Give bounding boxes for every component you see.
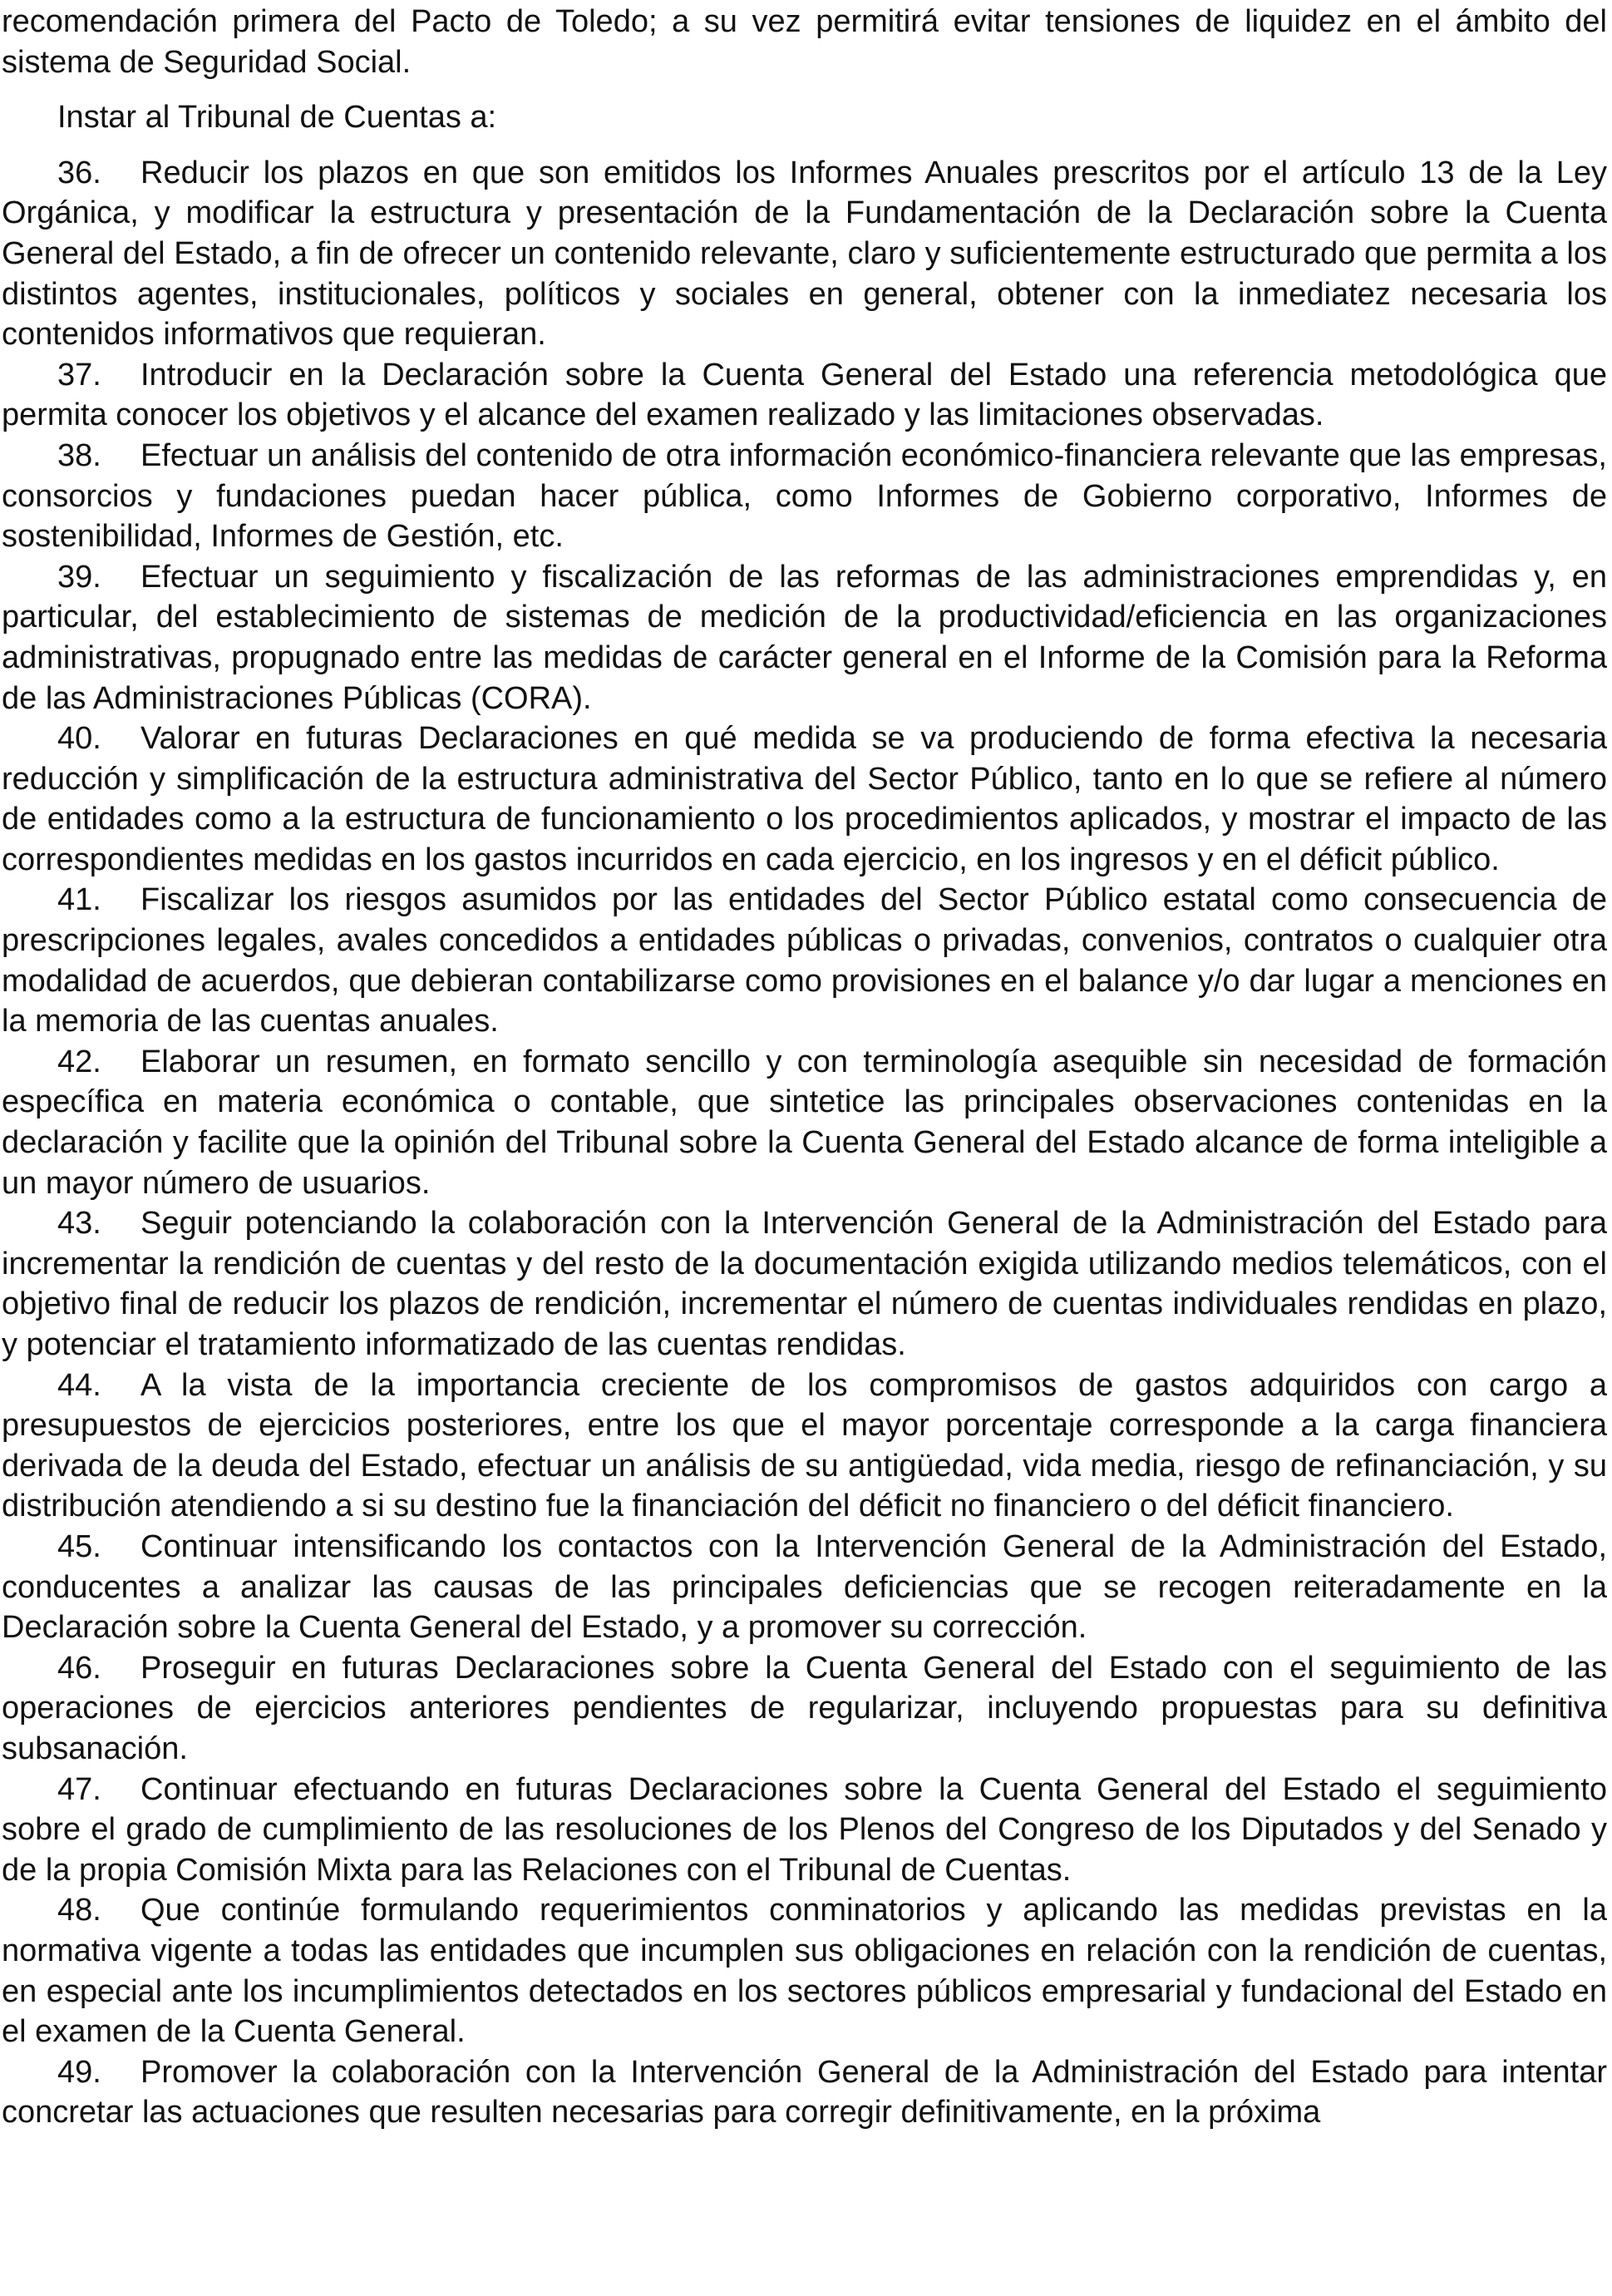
recommendation-item [2, 153, 1607, 355]
item-text: Proseguir en futuras Declaraciones sobre la Cuenta General del Estado con el seguimiento de las operaciones de ejercicios anteriores pendientes de regularizar, incluyendo propuestas para su definitiva subsanación. [2, 1650, 1607, 1766]
item-text: Reducir los plazos en que son emitidos los Informes Anuales prescritos por el artículo 13 de la Ley Orgánica, y modificar la estructura y presentación de la Fundamentación de la Declaración sobre la Cuenta General del Estado, a fin de ofrecer un contenido relevante, claro y suficientemente estructurado que permita a los distintos agentes, institucionales, políticos y sociales en general, obtener con la inmediatez necesaria los contenidos informativos que requieran. [2, 155, 1607, 353]
recommendation-list [2, 153, 1607, 2133]
item-text: Que continúe formulando requerimientos conminatorios y aplicando las medidas previstas en la normativa vigente a todas las entidades que incumplen sus obligaciones en relación con la rendición de cuentas, en especial ante los incumplimientos detectados en los sectores públicos empresarial y fundacional del Estado en el examen de la Cuenta General. [2, 1893, 1607, 2050]
recommendation-item [2, 1890, 1607, 2052]
item-number: 37. [57, 357, 101, 393]
item-number: 42. [57, 1044, 101, 1079]
recommendation-item [2, 1365, 1607, 1527]
section-heading: Instar al Tribunal de Cuentas a: [57, 100, 497, 136]
recommendation-item [2, 1527, 1607, 1648]
recommendation-item [2, 557, 1607, 718]
item-number: 39. [57, 559, 101, 595]
item-number: 38. [57, 437, 101, 473]
item-number: 45. [57, 1528, 101, 1564]
item-text: Promover la colaboración con la Intervención General de la Administración del Estado para intentar concretar las actuaciones que resulten necesarias para corregir definitivamente, en la próxima [2, 2054, 1607, 2131]
recommendation-item [2, 1042, 1607, 1203]
intro-paragraph: recomendación primera del Pacto de Toledo; a su vez permitirá evitar tensiones de liquidez en el ámbito del sistema de Seguridad Social. [2, 4, 1607, 80]
item-text: Seguir potenciando la colaboración con la Intervención General de la Administración del Estado para incrementar la rendición de cuentas y del resto de la documentación exigida utilizando medios telemáticos, con el objetivo final de reducir los plazos de rendición, incrementar el número de cuentas individuales rendidas en plazo, y potenciar el tratamiento informatizado de las cuentas rendidas. [2, 1206, 1607, 1362]
item-text: Elaborar un resumen, en formato sencillo y con terminología asequible sin necesidad de formación específica en materia económica o contable, que sintetice las principales observaciones contenidas en la declaración y facilite que la opinión del Tribunal sobre la Cuenta General del Estado alcance de forma inteligible a un mayor número de usuarios. [2, 1044, 1607, 1201]
recommendation-item [2, 2052, 1607, 2133]
item-number: 41. [57, 882, 101, 918]
recommendation-item [2, 436, 1607, 557]
recommendation-item [2, 1203, 1607, 1365]
recommendation-item [2, 355, 1607, 436]
item-number: 47. [57, 1771, 101, 1807]
item-number: 43. [57, 1206, 101, 1242]
item-number: 44. [57, 1367, 101, 1403]
item-number: 46. [57, 1650, 101, 1686]
item-text: Continuar efectuando en futuras Declaraciones sobre la Cuenta General del Estado el seguimiento sobre el grado de cumplimiento de las resoluciones de los Plenos del Congreso de los Diputados y del Senado y de la propia Comisión Mixta para las Relaciones con el Tribunal de Cuentas. [2, 1771, 1607, 1888]
item-text: A la vista de la importancia creciente de los compromisos de gastos adquiridos con cargo a presupuestos de ejercicios posteriores, entre los que el mayor porcentaje corresponde a la carga financiera derivada de la deuda del Estado, efectuar un análisis de su antigüedad, vida media, riesgo de refinanciación, y su distribución atendiendo a si su destino fue la financiación del déficit no financiero o del déficit financiero. [2, 1367, 1607, 1524]
item-number: 36. [57, 155, 101, 190]
item-text: Continuar intensificando los contactos con la Intervención General de la Administración del Estado, conducentes a analizar las causas de las principales deficiencias que se recogen reiteradamente en la Declaración sobre la Cuenta General del Estado, y a promover su corrección. [2, 1528, 1607, 1646]
recommendation-item [2, 1648, 1607, 1770]
item-number: 48. [57, 1893, 101, 1928]
item-number: 49. [57, 2054, 101, 2090]
recommendation-item [2, 1770, 1607, 1891]
item-text: Valorar en futuras Declaraciones en qué medida se va produciendo de forma efectiva la necesaria reducción y simplificación de la estructura administrativa del Sector Público, tanto en lo que se refiere al número de entidades como a la estructura de funcionamiento o los procedimientos aplicados, y mostrar el impacto de las correspondientes medidas en los gastos incurridos en cada ejercicio, en los ingresos y en el déficit público. [2, 721, 1607, 877]
item-text: Fiscalizar los riesgos asumidos por las entidades del Sector Público estatal como consecuencia de prescripciones legales, avales concedidos a entidades públicas o privadas, convenios, contratos o cualquier otra modalidad de acuerdos, que debieran contabilizarse como provisiones en el balance y/o dar lugar a menciones en la memoria de las cuentas anuales. [2, 882, 1607, 1039]
item-number: 40. [57, 721, 101, 757]
item-text: Efectuar un seguimiento y fiscalización de las reformas de las administraciones emprendidas y, en particular, del establecimiento de sistemas de medición de la productividad/eficiencia en las organizaciones administrativas, propugnado entre las medidas de carácter general en el Informe de la Comisión para la Reforma de las Administraciones Públicas (CORA). [2, 559, 1607, 716]
recommendation-item [2, 880, 1607, 1041]
recommendation-item [2, 718, 1607, 880]
item-text: Introducir en la Declaración sobre la Cuenta General del Estado una referencia metodológica que permita conocer los objetivos y el alcance del examen realizado y las limitaciones observadas. [2, 357, 1607, 433]
item-text: Efectuar un análisis del contenido de otra información económico-financiera relevante que las empresas, consorcios y fundaciones puedan hacer pública, como Informes de Gobierno corporativo, Informes de sostenibilidad, Informes de Gestión, etc. [2, 437, 1607, 555]
